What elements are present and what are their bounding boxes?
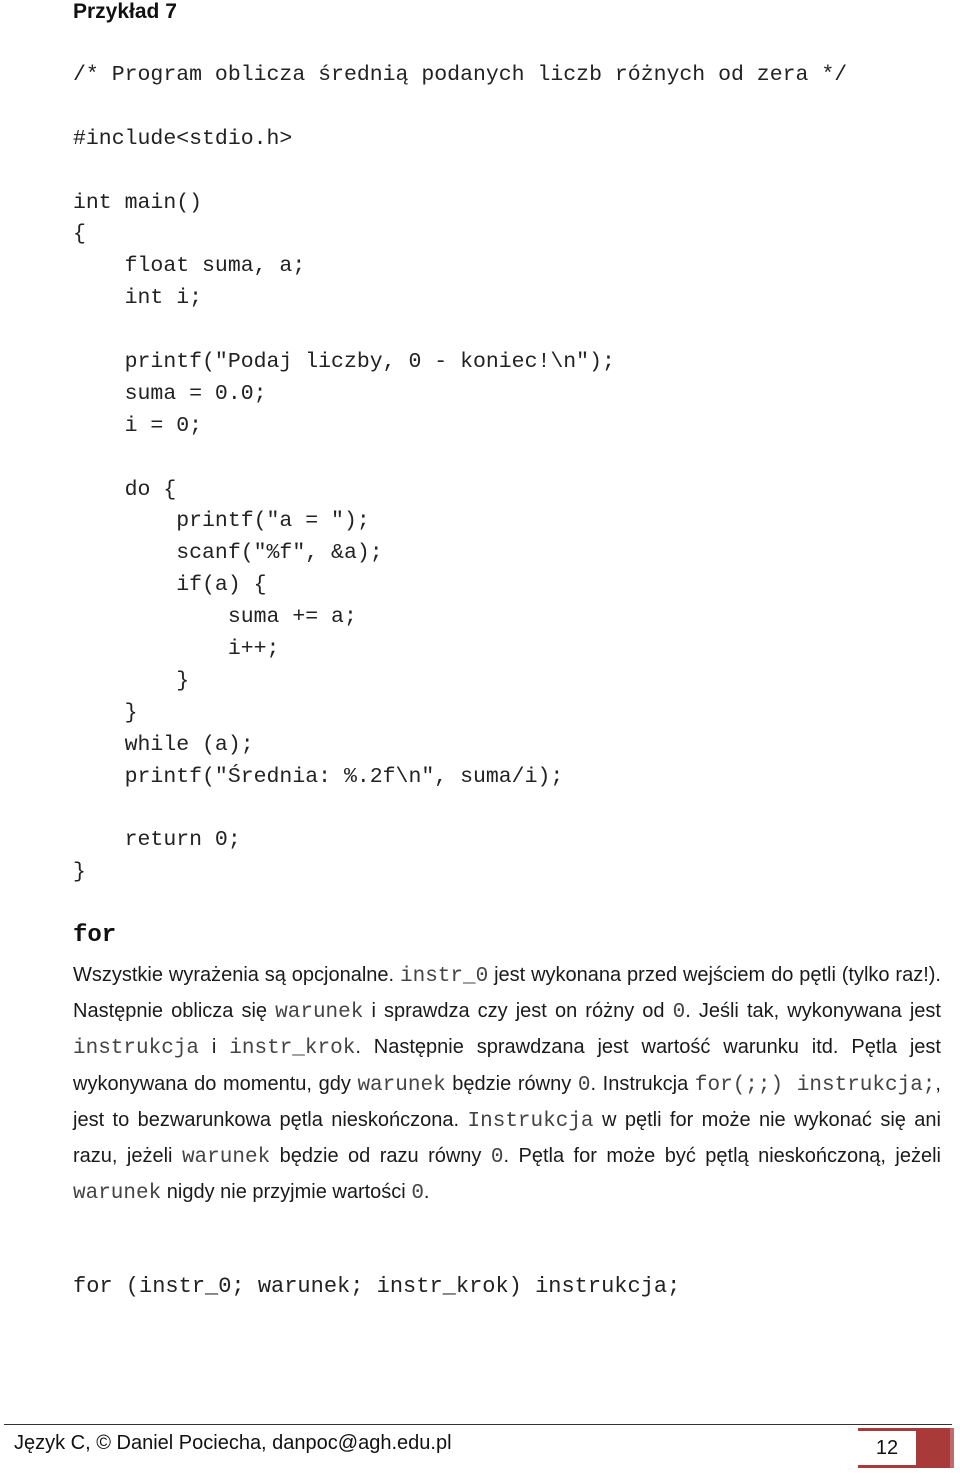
code-term: 0 xyxy=(490,1146,504,1170)
text-run: . xyxy=(423,1181,430,1204)
example-heading: Przykład 7 xyxy=(73,0,177,23)
code-term: instr_0 xyxy=(400,965,489,988)
code-line: } xyxy=(73,700,138,725)
code-line: int i; xyxy=(73,286,203,311)
code-line: printf("a = "); xyxy=(73,509,370,534)
code-line: float suma, a; xyxy=(73,254,306,279)
text-run: i sprawdza czy jest on różny od xyxy=(363,1000,673,1023)
for-syntax-line: for (instr_0; warunek; instr_krok) instrukcja; xyxy=(73,1274,681,1299)
section-keyword: for xyxy=(73,922,117,949)
code-term: warunek xyxy=(73,1182,162,1206)
text-run: , jest to bezwarunkowa pętla nieskończona. xyxy=(73,1072,941,1131)
code-term: Instrukcja xyxy=(467,1109,594,1133)
text-run: Wszystkie wyrażenia są opcjonalne. xyxy=(73,964,400,986)
code-term: 0 xyxy=(577,1073,591,1097)
code-term: warunek xyxy=(357,1073,446,1097)
page-number: 12 xyxy=(858,1431,916,1465)
code-line: i++; xyxy=(73,637,280,662)
code-line: { xyxy=(73,222,86,247)
code-block xyxy=(73,60,847,889)
text-run: jest wykonana przed wejściem do pętli (tylko raz!). Następnie oblicza się xyxy=(73,964,941,1023)
code-line: if(a) { xyxy=(73,573,267,598)
code-line: printf("Średnia: %.2f\n", suma/i); xyxy=(73,764,564,789)
code-term: instrukcja xyxy=(73,1037,200,1061)
code-line: } xyxy=(73,860,86,885)
code-line xyxy=(73,793,847,825)
code-line: /* Program oblicza średnią podanych liczb różnych od zera */ xyxy=(73,63,848,87)
code-line xyxy=(73,156,847,188)
code-line: } xyxy=(73,668,190,693)
code-term: 0 xyxy=(411,1182,424,1206)
code-line: #include<stdio.h> xyxy=(73,126,293,151)
code-line: do { xyxy=(73,477,177,502)
code-line: scanf("%f", &a); xyxy=(73,541,383,566)
text-run: będzie równy xyxy=(445,1072,578,1095)
footer-credits: Język C, © Daniel Pociecha, danpoc@agh.edu.pl xyxy=(14,1432,452,1454)
code-line: suma = 0.0; xyxy=(73,381,267,406)
text-run: nigdy nie przyjmie wartości xyxy=(161,1181,412,1204)
code-line: printf("Podaj liczby, 0 - koniec!\n"); xyxy=(73,350,615,375)
text-run: będzie od razu równy xyxy=(270,1145,491,1168)
description-paragraph xyxy=(73,958,941,1211)
page-number-badge xyxy=(858,1428,954,1468)
code-term: warunek xyxy=(275,1001,364,1025)
text-run: . Następnie sprawdzana jest wartość warunku itd. Pętla jest wykonywana do momentu, gdy xyxy=(73,1036,941,1095)
code-term: for(;;) instrukcja; xyxy=(694,1073,936,1097)
text-run: i xyxy=(199,1036,230,1059)
footer-divider xyxy=(4,1424,952,1425)
text-run: . Instrukcja xyxy=(590,1072,695,1095)
text-run: w pętli for może nie wykonać się ani razu, jeżeli xyxy=(73,1108,941,1168)
code-term: instr_krok xyxy=(229,1037,356,1061)
code-line: i = 0; xyxy=(73,413,203,438)
code-line xyxy=(73,92,847,124)
code-line: int main() xyxy=(73,190,203,215)
code-term: warunek xyxy=(181,1146,271,1170)
text-run: . Jeśli tak, wykonywana jest xyxy=(685,1000,941,1023)
code-line: return 0; xyxy=(73,828,241,853)
code-line xyxy=(73,443,847,475)
code-line: suma += a; xyxy=(73,605,357,630)
code-term: 0 xyxy=(672,1001,686,1025)
code-line xyxy=(73,315,847,347)
code-line: while (a); xyxy=(73,732,254,757)
text-run: . Pętla for może być pętlą nieskończoną, jeżeli xyxy=(503,1145,941,1168)
